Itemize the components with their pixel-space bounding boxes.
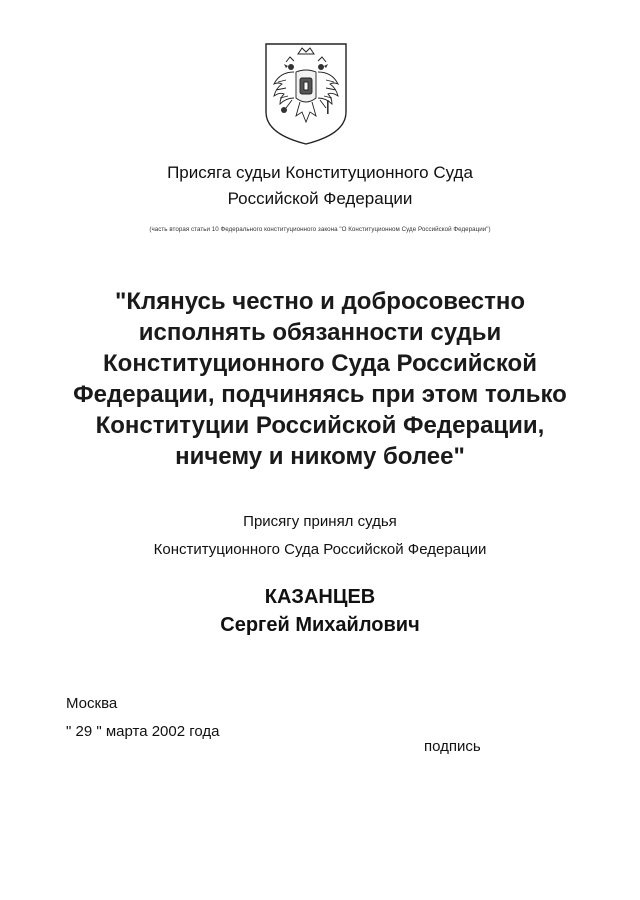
oath-line-1: "Клянусь честно и добросовестно bbox=[114, 288, 526, 315]
oath-line-3: Конституционного Суда Российской bbox=[103, 350, 537, 377]
oath-line-5: Конституции Российской Федерации, bbox=[95, 412, 545, 439]
oath-line-4: Федерации, подчиняясь при этом только bbox=[73, 381, 567, 408]
judge-name bbox=[0, 583, 640, 639]
document-title bbox=[0, 160, 640, 212]
legal-reference: (часть вторая статьи 10 Федерального конституционного закона "О Конституционном Суде Российской Федерации") bbox=[149, 226, 491, 233]
accepted-by bbox=[0, 508, 640, 564]
oath-text bbox=[0, 286, 640, 472]
place-and-date bbox=[66, 690, 220, 746]
judge-given-names: Сергей Михайлович bbox=[220, 614, 420, 636]
date: " 29 " марта 2002 года bbox=[66, 723, 220, 740]
oath-line-2: исполнять обязанности судьи bbox=[138, 319, 502, 346]
russian-coat-of-arms-icon bbox=[264, 42, 348, 146]
title-line-2: Российской Федерации bbox=[227, 189, 413, 208]
oath-line-6: ничему и никому более" bbox=[175, 443, 465, 470]
signature-label: подпись bbox=[424, 738, 481, 755]
judge-surname: КАЗАНЦЕВ bbox=[264, 586, 376, 608]
city: Москва bbox=[66, 695, 118, 712]
accepted-line-1: Присягу принял судья bbox=[243, 513, 397, 530]
accepted-line-2: Конституционного Суда Российской Федерации bbox=[153, 541, 487, 558]
title-line-1: Присяга судьи Конституционного Суда bbox=[167, 163, 473, 182]
